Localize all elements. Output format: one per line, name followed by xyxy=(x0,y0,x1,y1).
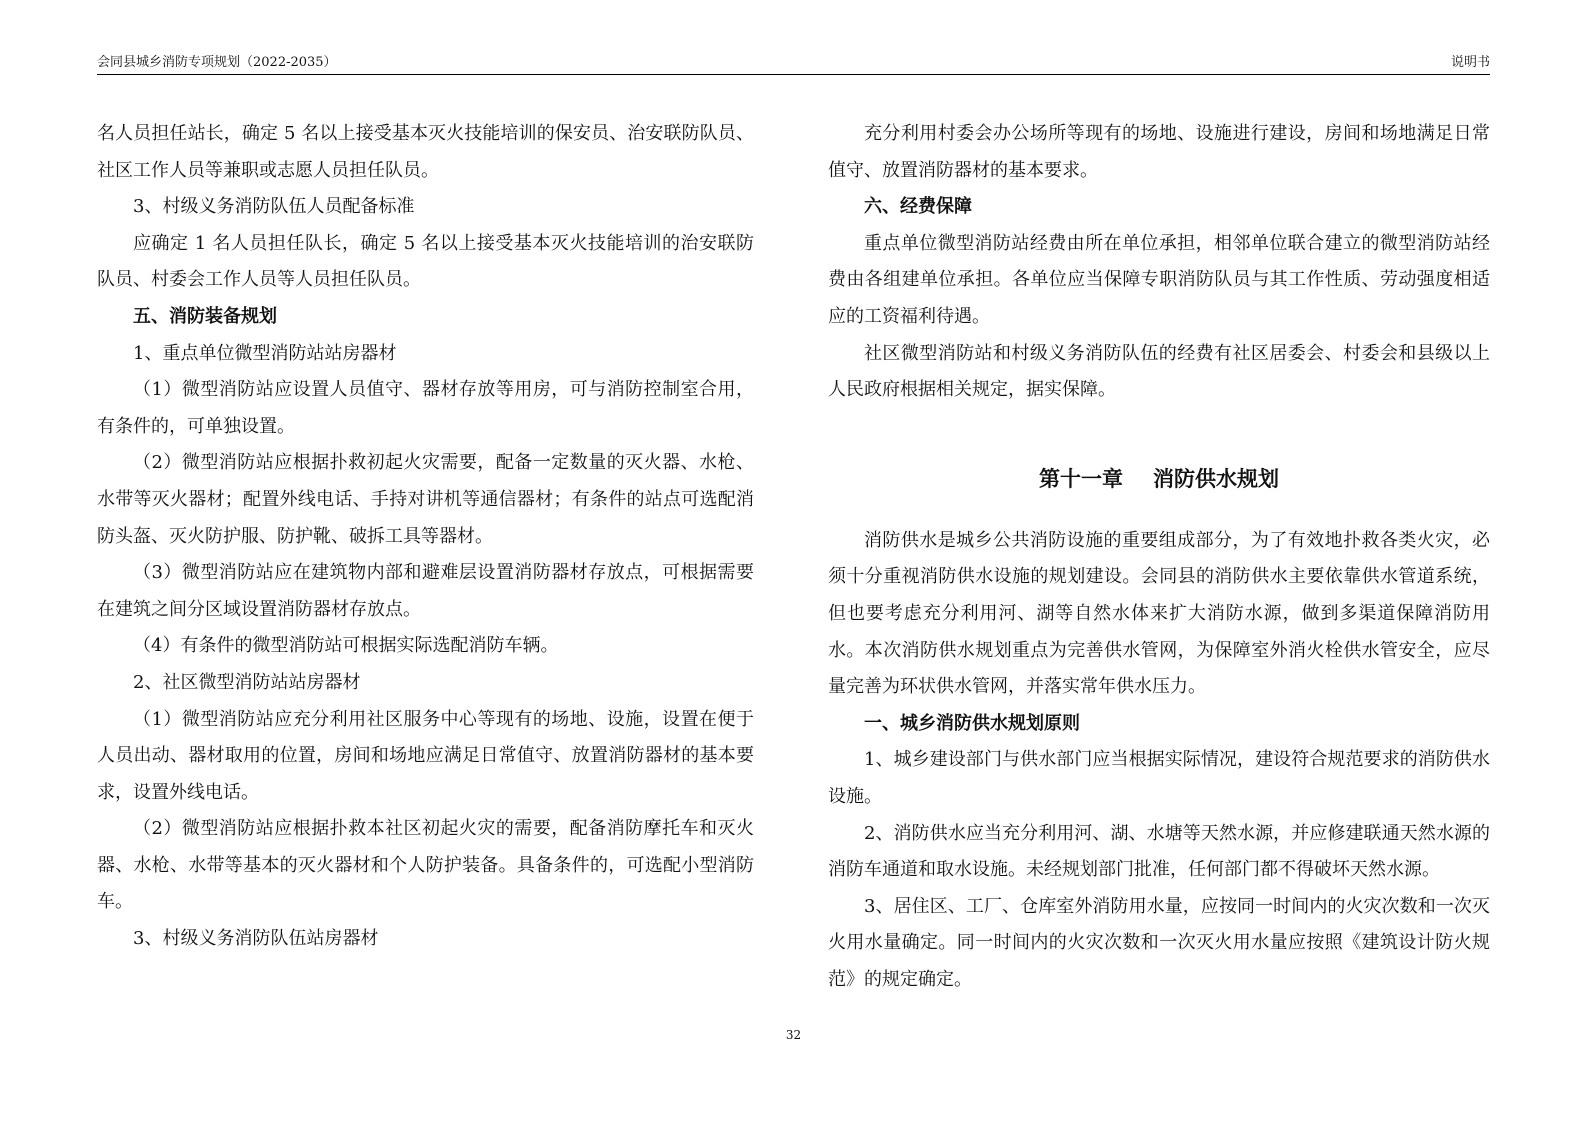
paragraph: 社区微型消防站和村级义务消防队伍的经费有社区居委会、村委会和县级以上人民政府根据相关规定，据实保障。 xyxy=(828,342,1490,401)
paragraph: （1）微型消防站应充分利用社区服务中心等现有的场地、设施，设置在便于人员出动、器材取用的位置，房间和场地应满足日常值守、放置消防器材的基本要求，设置外线电话。 xyxy=(97,708,754,803)
page-header xyxy=(97,54,1490,75)
paragraph: 充分利用村委会办公场所等现有的场地、设施进行建设，房间和场地满足日常值守、放置消防器材的基本要求。 xyxy=(828,123,1490,181)
paragraph: 名人员担任站长，确定 5 名以上接受基本灭火技能培训的保安员、治安联防队员、社区工作人员等兼职或志愿人员担任队员。 xyxy=(97,123,754,181)
chapter-heading xyxy=(828,461,1490,497)
section-heading: 一、城乡消防供水规划原则 xyxy=(864,712,1080,734)
left-column xyxy=(97,116,754,958)
paragraph: 重点单位微型消防站经费由所在单位承担，相邻单位联合建立的微型消防站经费由各组建单位承担。各单位应当保障专职消防队员与其工作性质、劳动强度相适应的工资福利待遇。 xyxy=(828,232,1490,327)
page-number: 32 xyxy=(785,1028,802,1042)
subsection-heading: 3、村级义务消防队伍人员配备标准 xyxy=(133,196,415,218)
section-heading: 六、经费保障 xyxy=(864,196,972,218)
paragraph: （3）微型消防站应在建筑物内部和避难层设置消防器材存放点，可根据需要在建筑之间分区域设置消防器材存放点。 xyxy=(97,562,754,620)
subsection-heading: 1、重点单位微型消防站站房器材 xyxy=(133,342,397,364)
subsection-heading: 3、村级义务消防队伍站房器材 xyxy=(133,928,379,950)
paragraph: 2、消防供水应当充分利用河、湖、水塘等天然水源，并应修建联通天然水源的消防车通道和取水设施。未经规划部门批准，任何部门都不得破坏天然水源。 xyxy=(828,822,1490,881)
paragraph: （2）微型消防站应根据扑救初起火灾需要，配备一定数量的灭火器、水枪、水带等灭火器材；配置外线电话、手持对讲机等通信器材；有条件的站点可选配消防头盔、灭火防护服、防护靴、破拆工具等器材。 xyxy=(97,452,754,547)
paragraph: 1、城乡建设部门与供水部门应当根据实际情况，建设符合规范要求的消防供水设施。 xyxy=(828,749,1490,807)
chapter-number: 第十一章 xyxy=(1039,466,1123,491)
section-heading: 五、消防装备规划 xyxy=(133,305,277,327)
document-title: 会同县城乡消防专项规划（2022-2035） xyxy=(97,55,337,70)
document-type: 说明书 xyxy=(1450,55,1490,70)
paragraph: （2）微型消防站应根据扑救本社区初起火灾的需要，配备消防摩托车和灭火器、水枪、水带等基本的灭火器材和个人防护装备。具备条件的，可选配小型消防车。 xyxy=(97,818,754,913)
paragraph: （1）微型消防站应设置人员值守、器材存放等用房，可与消防控制室合用，有条件的，可单独设置。 xyxy=(97,379,754,437)
paragraph: 应确定 1 名人员担任队长，确定 5 名以上接受基本灭火技能培训的治安联防队员、村委会工作人员等人员担任队员。 xyxy=(97,232,754,291)
subsection-heading: 2、社区微型消防站站房器材 xyxy=(133,671,361,693)
paragraph: 消防供水是城乡公共消防设施的重要组成部分，为了有效地扑救各类火灾，必须十分重视消防供水设施的规划建设。会同县的消防供水主要依靠供水管道系统，但也要考虑充分利用河、湖等自然水体来扩大消防水源，做到多渠道保障消防用水。本次消防供水规划重点为完善供水管网，为保障室外消火栓供水管安全，应尽量完善为环状供水管网，并落实常年供水压力。 xyxy=(828,529,1490,698)
paragraph: （4）有条件的微型消防站可根据实际选配消防车辆。 xyxy=(133,635,559,657)
right-column xyxy=(828,116,1490,998)
paragraph: 3、居住区、工厂、仓库室外消防用水量，应按同一时间内的火灾次数和一次灭火用水量确定。同一时间内的火灾次数和一次灭火用水量应按照《建筑设计防火规范》的规定确定。 xyxy=(828,895,1490,990)
chapter-title: 消防供水规划 xyxy=(1153,466,1279,491)
